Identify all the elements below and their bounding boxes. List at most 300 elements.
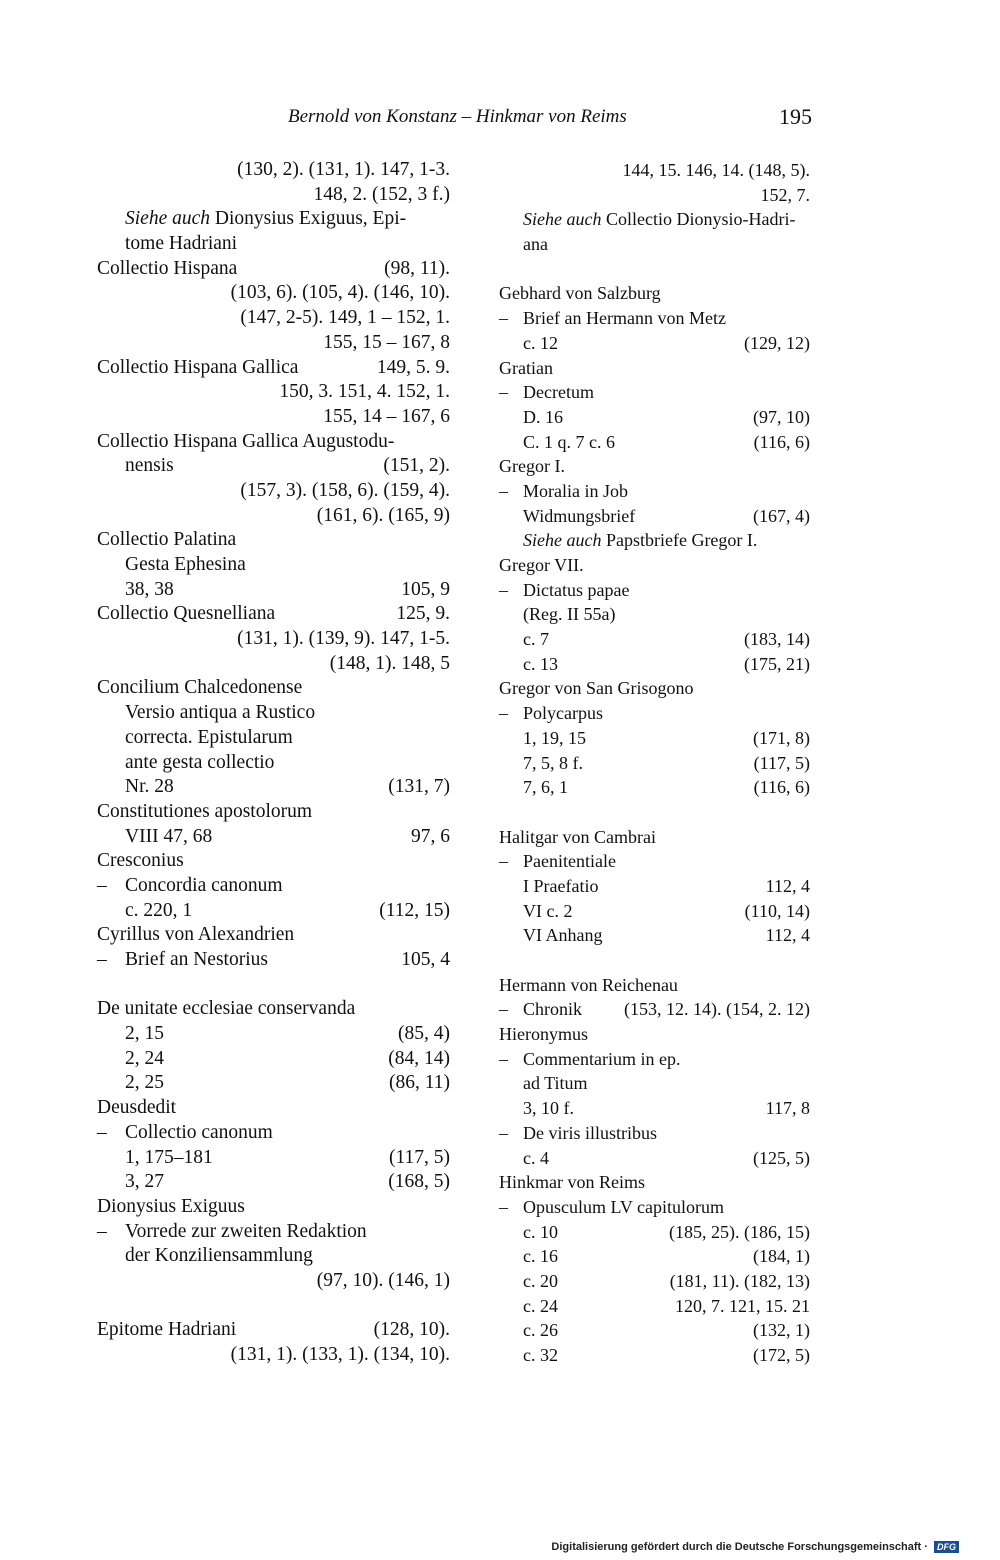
index-entry [499, 430, 810, 455]
index-entry [499, 1096, 810, 1121]
entry-text: c. 12 [523, 332, 558, 353]
entry-heading [125, 1121, 273, 1146]
entry-heading [125, 232, 237, 257]
entry-text: Commentarium in ep. [523, 1048, 681, 1069]
page-reference: (97, 10) [753, 406, 810, 427]
entry-heading [523, 775, 568, 800]
entry-text: D. 16 [523, 406, 563, 427]
page-reference: (117, 5) [753, 752, 810, 773]
index-entry [97, 454, 450, 479]
entry-text: Cresconius [97, 850, 184, 872]
page-reference: 112, 4 [765, 875, 810, 896]
page-reference: (86, 11) [388, 1072, 450, 1094]
entry-heading [523, 1294, 558, 1319]
index-entry [97, 1047, 450, 1072]
entry-text: Deusdedit [97, 1097, 177, 1119]
entry-heading [523, 405, 563, 430]
entry-text: VIII 47, 68 [125, 825, 213, 847]
entry-heading [499, 1170, 645, 1195]
entry-text: Versio antiqua a Rustico [125, 702, 316, 724]
entry-text: 7, 6, 1 [523, 777, 568, 798]
entry-text: Collectio Hispana Gallica [97, 356, 299, 378]
entry-text: I Praefatio [523, 875, 599, 896]
entry-text: c. 220, 1 [125, 899, 193, 921]
entry-text: De unitate ecclesiae conservanda [97, 998, 356, 1020]
entry-heading [523, 1269, 558, 1294]
entry-text: 2, 25 [125, 1072, 164, 1094]
subentry-dash: – [499, 579, 508, 600]
entry-heading [523, 430, 615, 455]
index-entry [499, 578, 810, 603]
index-entry [499, 849, 810, 874]
index-entry [499, 997, 810, 1022]
index-entry [97, 627, 450, 652]
entry-heading [523, 504, 635, 529]
entry-text: Collectio Hispana Gallica Augustodu- [97, 430, 395, 452]
index-entry [97, 948, 450, 973]
index-entry [97, 479, 450, 504]
index-entry [97, 331, 450, 356]
entry-heading [523, 874, 598, 899]
entry-heading [125, 701, 315, 726]
subentry-dash: – [499, 1196, 508, 1217]
entry-text: Collectio Palatina [97, 529, 237, 551]
index-entry [499, 454, 810, 479]
page-reference: 149, 5. 9. [376, 356, 450, 378]
entry-text: correcta. Epistularum [125, 726, 293, 748]
page-reference: (167, 4) [753, 505, 810, 526]
page-reference: 144, 15. 146, 14. (148, 5). [622, 160, 810, 180]
entry-text: Widmungsbrief [523, 505, 636, 526]
page-reference: (131, 7) [388, 776, 450, 798]
entry-heading [125, 1170, 164, 1195]
page-reference: (148, 1). 148, 5 [329, 652, 450, 674]
index-entry [97, 207, 450, 232]
index-entry [97, 1195, 450, 1220]
entry-spacer [499, 948, 810, 973]
index-entry [499, 923, 810, 948]
entry-text: Dictatus papae [523, 579, 630, 600]
entry-text: Gregor VII. [499, 555, 584, 575]
index-entry [499, 232, 810, 257]
index-entry [97, 701, 450, 726]
index-entry [499, 676, 810, 701]
index-entry [499, 973, 810, 998]
entry-heading [97, 1096, 176, 1121]
entry-text: Concilium Chalcedonense [97, 677, 303, 699]
index-entry [97, 825, 450, 850]
entry-text: Brief an Nestorius [125, 949, 268, 970]
entry-heading [97, 602, 275, 627]
entry-heading [499, 356, 553, 381]
entry-heading [523, 751, 583, 776]
index-entry [499, 281, 810, 306]
index-entry [97, 356, 450, 381]
entry-heading [499, 281, 661, 306]
entry-text: ad Titum [523, 1073, 588, 1094]
index-entry [97, 158, 450, 183]
index-entry [499, 1244, 810, 1269]
index-entry [97, 553, 450, 578]
index-entry [97, 874, 450, 899]
entry-text: 1, 175–181 [125, 1146, 213, 1168]
index-entry [499, 1294, 810, 1319]
entry-heading [125, 1146, 213, 1171]
entry-heading [523, 1318, 558, 1343]
index-entry [97, 1096, 450, 1121]
index-entry [97, 1244, 450, 1269]
entry-heading [523, 1146, 549, 1171]
entry-heading [125, 1022, 164, 1047]
entry-heading [125, 454, 174, 479]
entry-text: Chronik [523, 999, 583, 1020]
page-reference: 117, 8 [765, 1098, 810, 1119]
subentry-dash: – [97, 1220, 107, 1242]
index-entry [97, 1343, 450, 1368]
index-entry [97, 232, 450, 257]
entry-spacer [499, 800, 810, 825]
subentry-dash: – [499, 999, 508, 1020]
entry-text: Collectio Hispana [97, 257, 238, 279]
index-entry [499, 553, 810, 578]
entry-text: Constitutiones apostolorum [97, 800, 313, 822]
index-entry [97, 578, 450, 603]
index-entry [499, 1318, 810, 1343]
entry-text: Collectio Dionysio-Hadri- [601, 209, 796, 230]
footer-text: Digitalisierung gefördert durch die Deutsche Forschungsgemeinschaft · [551, 1541, 928, 1553]
index-entry [499, 1146, 810, 1171]
entry-heading [499, 825, 656, 850]
entry-text: Collectio Quesnelliana [97, 603, 276, 625]
page-reference: 155, 15 – 167, 8 [323, 331, 450, 353]
entry-spacer [97, 973, 450, 998]
entry-heading [523, 627, 549, 652]
entry-heading [125, 825, 212, 850]
entry-heading [97, 1318, 236, 1343]
page-reference: (103, 6). (105, 4). (146, 10). [230, 282, 450, 304]
entry-text: 38, 38 [125, 578, 174, 600]
entry-heading [523, 997, 582, 1022]
entry-heading [523, 899, 572, 924]
index-entry [499, 479, 810, 504]
index-entry [97, 1269, 450, 1294]
index-entry [499, 405, 810, 430]
page-reference: (98, 11). [384, 257, 450, 279]
index-entry [97, 1318, 450, 1343]
index-entry [499, 726, 810, 751]
page-reference: (117, 5) [388, 1146, 450, 1168]
entry-text: De viris illustribus [523, 1122, 657, 1143]
entry-text: Collectio canonum [125, 1121, 273, 1143]
index-entry [499, 1269, 810, 1294]
page-reference: (153, 12. 14). (154, 2. 12) [624, 999, 810, 1020]
entry-text: c. 4 [523, 1147, 549, 1168]
index-entry [97, 306, 450, 331]
index-entry [499, 874, 810, 899]
page-reference: (151, 2). [383, 455, 450, 477]
entry-text: Paenitentiale [523, 851, 616, 872]
index-entry [499, 652, 810, 677]
page-number: 195 [779, 104, 812, 129]
entry-heading [125, 874, 283, 899]
entry-text: Concordia canonum [125, 874, 283, 896]
entry-heading [523, 726, 586, 751]
page-reference: (84, 14) [388, 1047, 450, 1069]
index-entry [499, 751, 810, 776]
index-entry [499, 1195, 810, 1220]
entry-heading [523, 479, 628, 504]
index-entry [97, 602, 450, 627]
subentry-dash: – [499, 1048, 508, 1069]
index-entry [499, 504, 810, 529]
entry-heading [125, 726, 293, 751]
entry-text: c. 7 [523, 629, 549, 650]
entry-text: Hermann von Reichenau [499, 974, 678, 995]
entry-text: Opusculum LV capitulorum [523, 1196, 724, 1217]
entry-heading [125, 775, 174, 800]
entry-text: Papstbriefe Gregor I. [601, 530, 758, 551]
page-reference: (125, 5) [753, 1147, 810, 1168]
index-entry [499, 825, 810, 850]
entry-text: Hieronymus [499, 1024, 588, 1045]
page-reference: (129, 12) [744, 332, 810, 353]
entry-heading [97, 1195, 245, 1220]
entry-text: c. 24 [523, 1295, 558, 1316]
entry-heading [97, 849, 184, 874]
index-entry [97, 1146, 450, 1171]
index-entry [499, 1071, 810, 1096]
subentry-dash: – [97, 874, 107, 896]
page-reference: (132, 1) [753, 1320, 810, 1341]
index-entry [499, 158, 810, 183]
index-entry [97, 504, 450, 529]
index-entry [97, 726, 450, 751]
entry-text: c. 26 [523, 1320, 558, 1341]
entry-heading [523, 1071, 588, 1096]
entry-text: Nr. 28 [125, 776, 174, 798]
entry-text: 2, 15 [125, 1023, 164, 1045]
entry-heading [125, 1047, 164, 1072]
page-reference: 105, 9 [401, 578, 450, 600]
index-entry [499, 627, 810, 652]
entry-heading [125, 899, 192, 924]
index-entry [97, 775, 450, 800]
entry-heading [523, 306, 726, 331]
entry-text: Moralia in Job [523, 480, 628, 501]
page-reference: (131, 1). (139, 9). 147, 1-5. [237, 628, 450, 650]
index-entry [499, 899, 810, 924]
index-entry [97, 528, 450, 553]
index-entry [499, 306, 810, 331]
entry-text: nensis [125, 455, 174, 477]
entry-text: VI Anhang [523, 925, 603, 946]
page-reference: (184, 1) [753, 1246, 810, 1267]
page-reference: (172, 5) [753, 1345, 810, 1365]
page-reference: (175, 21) [744, 653, 810, 674]
index-entry [499, 331, 810, 356]
page-reference: 148, 2. (152, 3 f.) [313, 183, 450, 205]
index-entry [97, 923, 450, 948]
entry-heading [499, 454, 565, 479]
entry-heading [499, 676, 693, 701]
page-reference: (97, 10). (146, 1) [316, 1269, 450, 1291]
index-column-right [499, 158, 810, 1368]
entry-heading [125, 1071, 164, 1096]
index-entry [97, 183, 450, 208]
entry-heading [523, 1121, 657, 1146]
entry-heading [523, 602, 615, 627]
index-entry [97, 899, 450, 924]
entry-text: Gregor von San Grisogono [499, 678, 694, 699]
page-reference: (161, 6). (165, 9) [316, 504, 450, 526]
entry-heading [499, 973, 678, 998]
running-header-title: Bernold von Konstanz – Hinkmar von Reims [288, 106, 627, 127]
page-reference: 152, 7. [760, 184, 810, 205]
page-reference: 112, 4 [765, 925, 810, 946]
index-entry [97, 1071, 450, 1096]
index-entry [499, 528, 810, 553]
dfg-logo: DFG [934, 1541, 959, 1553]
subentry-dash: – [499, 1122, 508, 1143]
page-reference: 120, 7. 121, 15. 21 [675, 1295, 810, 1316]
entry-heading [523, 1096, 574, 1121]
index-entry [97, 1220, 450, 1245]
entry-text: 2, 24 [125, 1047, 164, 1069]
page-reference: 125, 9. [396, 603, 450, 625]
entry-text: Epitome Hadriani [97, 1319, 237, 1341]
page-reference: (116, 6) [753, 431, 810, 452]
index-entry [499, 1022, 810, 1047]
subentry-dash: – [97, 949, 107, 970]
index-entry [499, 1121, 810, 1146]
index-entry [97, 405, 450, 430]
entry-heading [523, 1195, 724, 1220]
entry-heading [523, 380, 594, 405]
entry-heading [523, 701, 603, 726]
index-entry [499, 701, 810, 726]
page-reference: (116, 6) [753, 777, 810, 798]
index-entry [499, 183, 810, 208]
entry-text: Hinkmar von Reims [499, 1172, 645, 1193]
entry-heading [523, 1244, 558, 1269]
entry-text: 7, 5, 8 f. [523, 752, 583, 773]
page-reference: (147, 2-5). 149, 1 – 152, 1. [240, 307, 450, 329]
index-entry [97, 997, 450, 1022]
entry-heading [523, 331, 558, 356]
entry-heading [125, 553, 246, 578]
entry-heading [523, 1220, 558, 1245]
entry-text: ante gesta collectio [125, 751, 275, 773]
index-entry [499, 1170, 810, 1195]
index-entry [499, 1220, 810, 1245]
entry-heading [523, 232, 548, 257]
entry-heading [523, 849, 616, 874]
index-entry [97, 1022, 450, 1047]
entry-text: c. 10 [523, 1221, 558, 1242]
entry-heading [97, 430, 394, 455]
entry-spacer [499, 257, 810, 282]
cross-reference-label: Siehe auch [523, 209, 602, 230]
entry-heading [125, 751, 274, 776]
entry-text: Decretum [523, 382, 594, 403]
page-reference: (128, 10). [373, 1319, 450, 1341]
subentry-dash: – [499, 703, 508, 724]
page-reference: (185, 25). (186, 15) [669, 1221, 810, 1242]
subentry-dash: – [97, 1121, 107, 1143]
entry-text: Gregor I. [499, 456, 565, 477]
entry-text: c. 16 [523, 1246, 558, 1267]
index-entry [499, 380, 810, 405]
entry-heading [97, 800, 312, 825]
entry-text: Brief an Hermann von Metz [523, 308, 726, 329]
entry-text: Vorrede zur zweiten Redaktion [125, 1220, 367, 1242]
entry-heading [97, 356, 298, 381]
page-reference: (110, 14) [744, 900, 810, 921]
entry-text: Halitgar von Cambrai [499, 826, 656, 847]
entry-heading [523, 1343, 558, 1368]
entry-heading [523, 578, 629, 603]
entry-heading [523, 923, 603, 948]
subentry-dash: – [499, 308, 508, 329]
index-entry [97, 257, 450, 282]
page-reference: 155, 14 – 167, 6 [323, 405, 450, 427]
index-entry [97, 800, 450, 825]
index-entry [499, 1343, 810, 1368]
entry-heading [523, 1047, 680, 1072]
entry-text: tome Hadriani [125, 233, 238, 255]
index-entry [499, 602, 810, 627]
page-reference: (183, 14) [744, 629, 810, 650]
entry-text: VI c. 2 [523, 900, 573, 921]
entry-heading [97, 997, 355, 1022]
entry-text: Dionysius Exiguus [97, 1195, 245, 1217]
index-entry [499, 1047, 810, 1072]
entry-text: Polycarpus [523, 703, 603, 724]
entry-text: C. 1 q. 7 c. 6 [523, 431, 615, 452]
page-reference: (168, 5) [388, 1171, 450, 1193]
entry-text: Gratian [499, 357, 553, 378]
subentry-dash: – [499, 851, 508, 872]
entry-text: Cyrillus von Alexandrien [97, 924, 295, 946]
entry-text: c. 20 [523, 1270, 558, 1291]
subentry-dash: – [499, 480, 508, 501]
entry-heading [97, 528, 236, 553]
subentry-dash: – [499, 382, 508, 403]
entry-heading [125, 207, 406, 232]
page-reference: (157, 3). (158, 6). (159, 4). [240, 479, 450, 501]
page-reference: 97, 6 [411, 825, 450, 847]
page-reference: (171, 8) [753, 727, 810, 748]
entry-heading [499, 553, 584, 578]
index-entry [97, 281, 450, 306]
index-entry [499, 356, 810, 381]
entry-text: Gesta Ephesina [125, 554, 246, 575]
index-column-left [97, 158, 450, 1368]
entry-heading [97, 923, 294, 948]
entry-text: der Konziliensammlung [125, 1245, 313, 1267]
entry-heading [125, 1220, 367, 1245]
index-entry [499, 775, 810, 800]
entry-heading [97, 257, 237, 282]
index-entry [499, 207, 810, 232]
entry-heading [523, 652, 558, 677]
footer-credit [551, 1541, 959, 1553]
page-reference: (85, 4) [398, 1023, 450, 1045]
page-reference: 105, 4 [401, 949, 450, 970]
index-entry [97, 676, 450, 701]
index-entry [97, 430, 450, 455]
entry-heading [523, 207, 795, 232]
